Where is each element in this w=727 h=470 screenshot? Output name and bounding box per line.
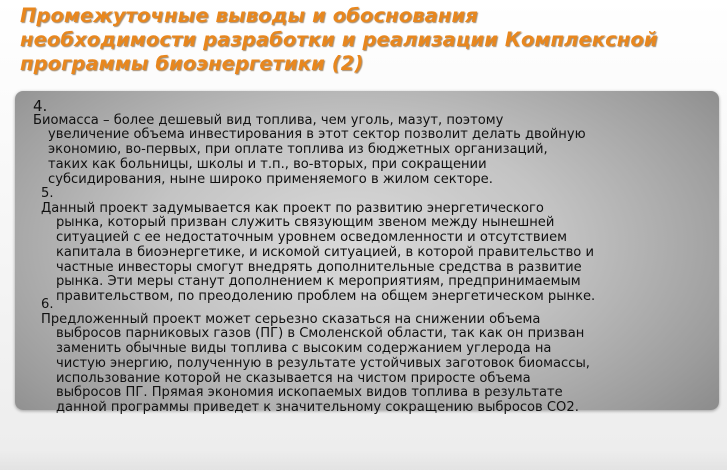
paragraph-line-text: Предложенный проект может серьезно сказаться на снижении объема [41,311,541,327]
slide-title-line: Промежуточные выводы и обоснования [20,4,478,27]
paragraph-line [33,99,586,128]
paragraph-line: субсидирования, ныне широко применяемого в жилом секторе. [48,171,493,187]
paragraph-line [41,187,595,216]
paragraph-5 [41,187,595,305]
paragraph-line: капитала в биоэнергетике, и искомой ситуацией, в которой правительство и [56,244,594,260]
paragraph-line: рынка. Эти меры станут дополнением к мероприятиям, предпринимаемым [56,274,581,290]
slide-title [20,4,720,76]
paragraph-line-text: Данный проект задумывается как проект по развитию энергетического [41,200,544,216]
paragraph-line: увеличение объема инвестирования в этот сектор позволит делать двойную [48,127,586,143]
paragraph-line: правительством, по преодолению проблем на общем энергетическом рынке. [56,288,596,304]
paragraph-number: 6. [41,297,54,312]
slide-title-line: программы биоэнергетики (2) [20,52,364,75]
paragraph-number: 4. [33,97,48,115]
paragraph-line: использование которой не сказывается на чистом приросте объема [56,370,531,386]
paragraph-line: выбросов ПГ. Прямая экономия ископаемых видов топлива в результате [56,385,563,401]
paragraph-line: выбросов парниковых газов (ПГ) в Смоленской области, так как он призван [56,326,585,342]
slide-title-line: необходимости разработки и реализации Комплексной [20,28,658,51]
paragraph-line: заменить обычные виды топлива с высоким содержанием углерода на [56,341,552,357]
paragraph-line: таких как больницы, школы и т.п., во-вторых, при сокращении [48,156,487,172]
paragraph-line: рынка, который призван служить связующим звеном между нынешней [56,215,555,231]
paragraph-line: ситуацией с ее недостаточным уровнем осведомленности и отсутствием [56,230,568,246]
paragraph-line-text: Биомасса – более дешевый вид топлива, чем уголь, мазут, поэтому [33,112,504,128]
paragraph-line: данной программы приведет к значительному сокращению выбросов СО2. [56,399,579,415]
paragraph-line [41,298,590,327]
slide-footer-shade [0,450,727,470]
paragraph-line: экономию, во-первых, при оплате топлива из бюджетных организаций, [48,142,548,158]
paragraph-number: 5. [41,186,54,201]
paragraph-line: частные инвесторы смогут внедрять дополнительные средства в развитие [56,259,582,275]
paragraph-line: чистую энергию, полученную в результате устойчивых заготовок биомассы, [56,355,590,371]
paragraph-4 [33,99,586,187]
paragraph-6 [41,298,590,416]
